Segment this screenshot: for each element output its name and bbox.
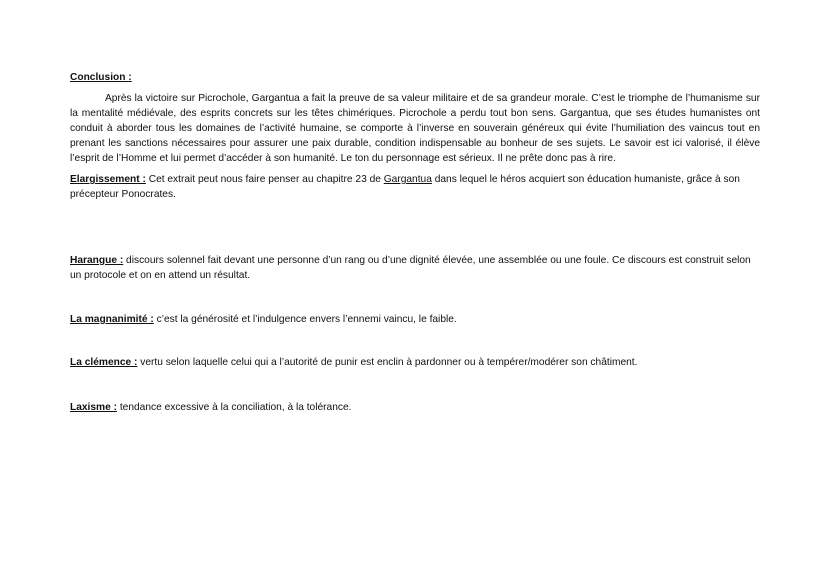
book-title: Gargantua (383, 174, 432, 185)
glossary-definition: vertu selon laquelle celui qui a l’autorité de punir est enclin à pardonner ou à tempérer/modérer son châtiment. (137, 357, 638, 368)
glossary-definition: discours solennel fait devant une personne d’un rang ou d’une dignité élevée, une assemblée ou une foule. Ce discours est construit selon un protocole et on en attend un résultat. (70, 255, 751, 281)
glossary-term: La clémence : (70, 357, 138, 368)
glossary-entry-harangue (70, 253, 760, 283)
glossary-definition: tendance excessive à la conciliation, à la tolérance. (117, 402, 352, 413)
conclusion-section (70, 70, 760, 166)
glossary-entry-laxisme (70, 400, 760, 415)
elargissement-text-after: dans lequel le héros acquiert son éducation humaniste, grâce à son précepteur Ponocrates. (70, 174, 740, 200)
glossary-term: Harangue : (70, 255, 124, 266)
elargissement-section (70, 172, 760, 202)
glossary-entry-magnanimite (70, 312, 760, 327)
glossary-definition: c’est la générosité et l’indulgence envers l’ennemi vaincu, le faible. (153, 314, 457, 325)
glossary-term: Laxisme : (70, 402, 117, 413)
conclusion-heading: Conclusion : (70, 72, 132, 83)
elargissement-text-before: Cet extrait peut nous faire penser au chapitre 23 de (145, 174, 384, 185)
elargissement-heading: Elargissement : (70, 174, 146, 185)
conclusion-paragraph: Après la victoire sur Picrochole, Gargantua a fait la preuve de sa valeur militaire et de sa grandeur morale. C’est le triomphe de l’humanisme sur la mentalité médiévale, des esprits concrets sur les têtes chimériques. Picrochole a perdu tout bon sens. Gargantua, que ses études humanistes ont conduit à aborder tous les domaines de l’activité humaine, se comporte à l’inverse en souverain généreux qui évite l’humiliation des vaincus tout en prenant les sanctions nécessaires pour assurer une paix durable, condition indispensable au bonheur de ses sujets. Le savoir est ici valorisé, il élève l’esprit de l’Homme et lui permet d’accéder à son humanité. Le ton du personnage est sérieux. Il ne prête donc pas à rire. (70, 93, 760, 164)
glossary-entry-clemence (70, 355, 760, 370)
glossary-term: La magnanimité : (70, 314, 154, 325)
